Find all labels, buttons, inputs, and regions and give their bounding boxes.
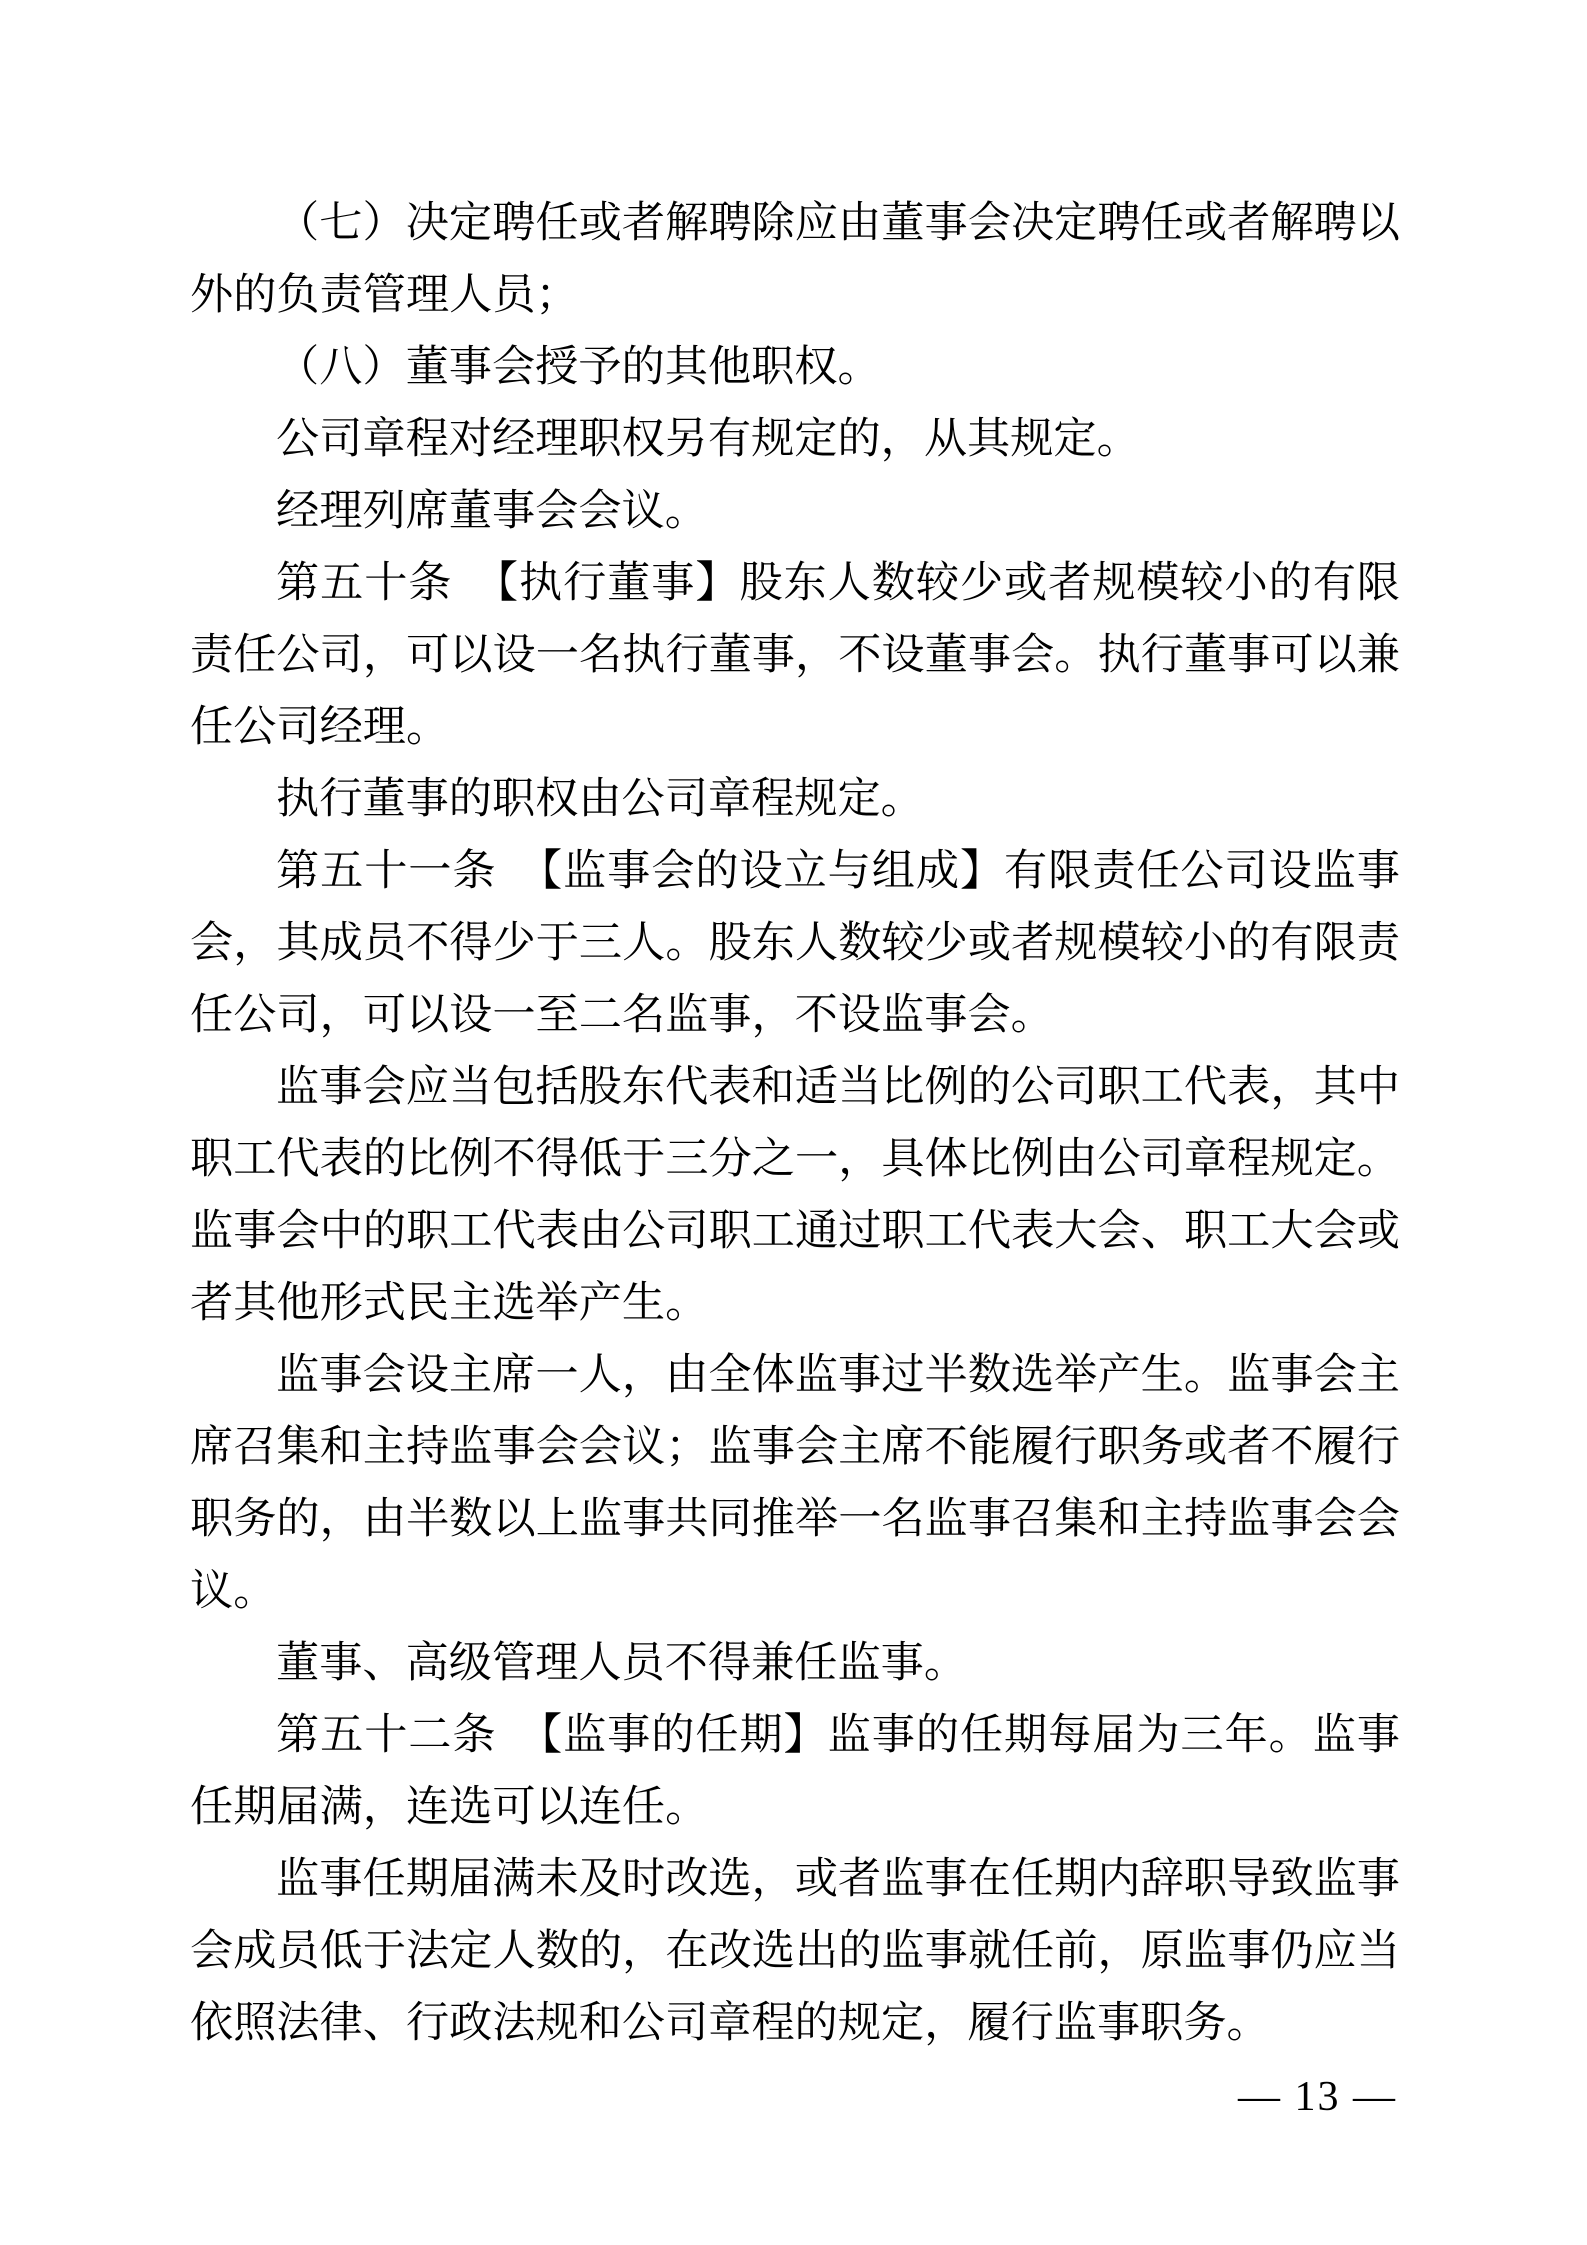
text-line: 监事任期届满未及时改选，或者监事在任期内辞职导致监事	[276, 1856, 1400, 1903]
text-line: 席召集和主持监事会会议；监事会主席不能履行职务或者不履行	[190, 1424, 1400, 1471]
text-line: 监事会中的职工代表由公司职工通过职工代表大会、职工大会或	[190, 1208, 1400, 1255]
text-line: 会，其成员不得少于三人。股东人数较少或者规模较小的有限责	[190, 920, 1400, 967]
text-line: 第五十条 【执行董事】股东人数较少或者规模较小的有限	[276, 560, 1400, 607]
text-line: 任期届满，连选可以连任。	[190, 1784, 709, 1831]
text-line: 外的负责管理人员；	[190, 272, 579, 319]
text-line: 执行董事的职权由公司章程规定。	[276, 776, 924, 823]
text-line: 监事会应当包括股东代表和适当比例的公司职工代表，其中	[276, 1064, 1400, 1111]
text-line: （八）董事会授予的其他职权。	[276, 344, 881, 391]
text-line: 公司章程对经理职权另有规定的，从其规定。	[276, 416, 1140, 463]
text-line: 董事、高级管理人员不得兼任监事。	[276, 1640, 968, 1687]
text-line: 职务的，由半数以上监事共同推举一名监事召集和主持监事会会	[190, 1496, 1400, 1543]
text-line: 议。	[190, 1568, 277, 1615]
document-body	[190, 188, 1400, 2060]
text-line: 第五十一条 【监事会的设立与组成】有限责任公司设监事	[276, 848, 1400, 895]
text-line: 任公司，可以设一至二名监事，不设监事会。	[190, 992, 1054, 1039]
text-line: 任公司经理。	[190, 704, 450, 751]
text-line: 依照法律、行政法规和公司章程的规定，履行监事职务。	[190, 2000, 1270, 2047]
text-line: （七）决定聘任或者解聘除应由董事会决定聘任或者解聘以	[276, 200, 1400, 247]
text-line: 第五十二条 【监事的任期】监事的任期每届为三年。监事	[276, 1712, 1400, 1759]
text-line: 职工代表的比例不得低于三分之一，具体比例由公司章程规定。	[190, 1136, 1400, 1183]
text-line: 责任公司，可以设一名执行董事，不设董事会。执行董事可以兼	[190, 632, 1400, 679]
page-number: — 13 —	[1238, 2074, 1397, 2120]
text-line: 监事会设主席一人，由全体监事过半数选举产生。监事会主	[276, 1352, 1400, 1399]
text-line: 者其他形式民主选举产生。	[190, 1280, 709, 1327]
text-line: 会成员低于法定人数的，在改选出的监事就任前，原监事仍应当	[190, 1928, 1400, 1975]
text-line: 经理列席董事会会议。	[276, 488, 708, 535]
